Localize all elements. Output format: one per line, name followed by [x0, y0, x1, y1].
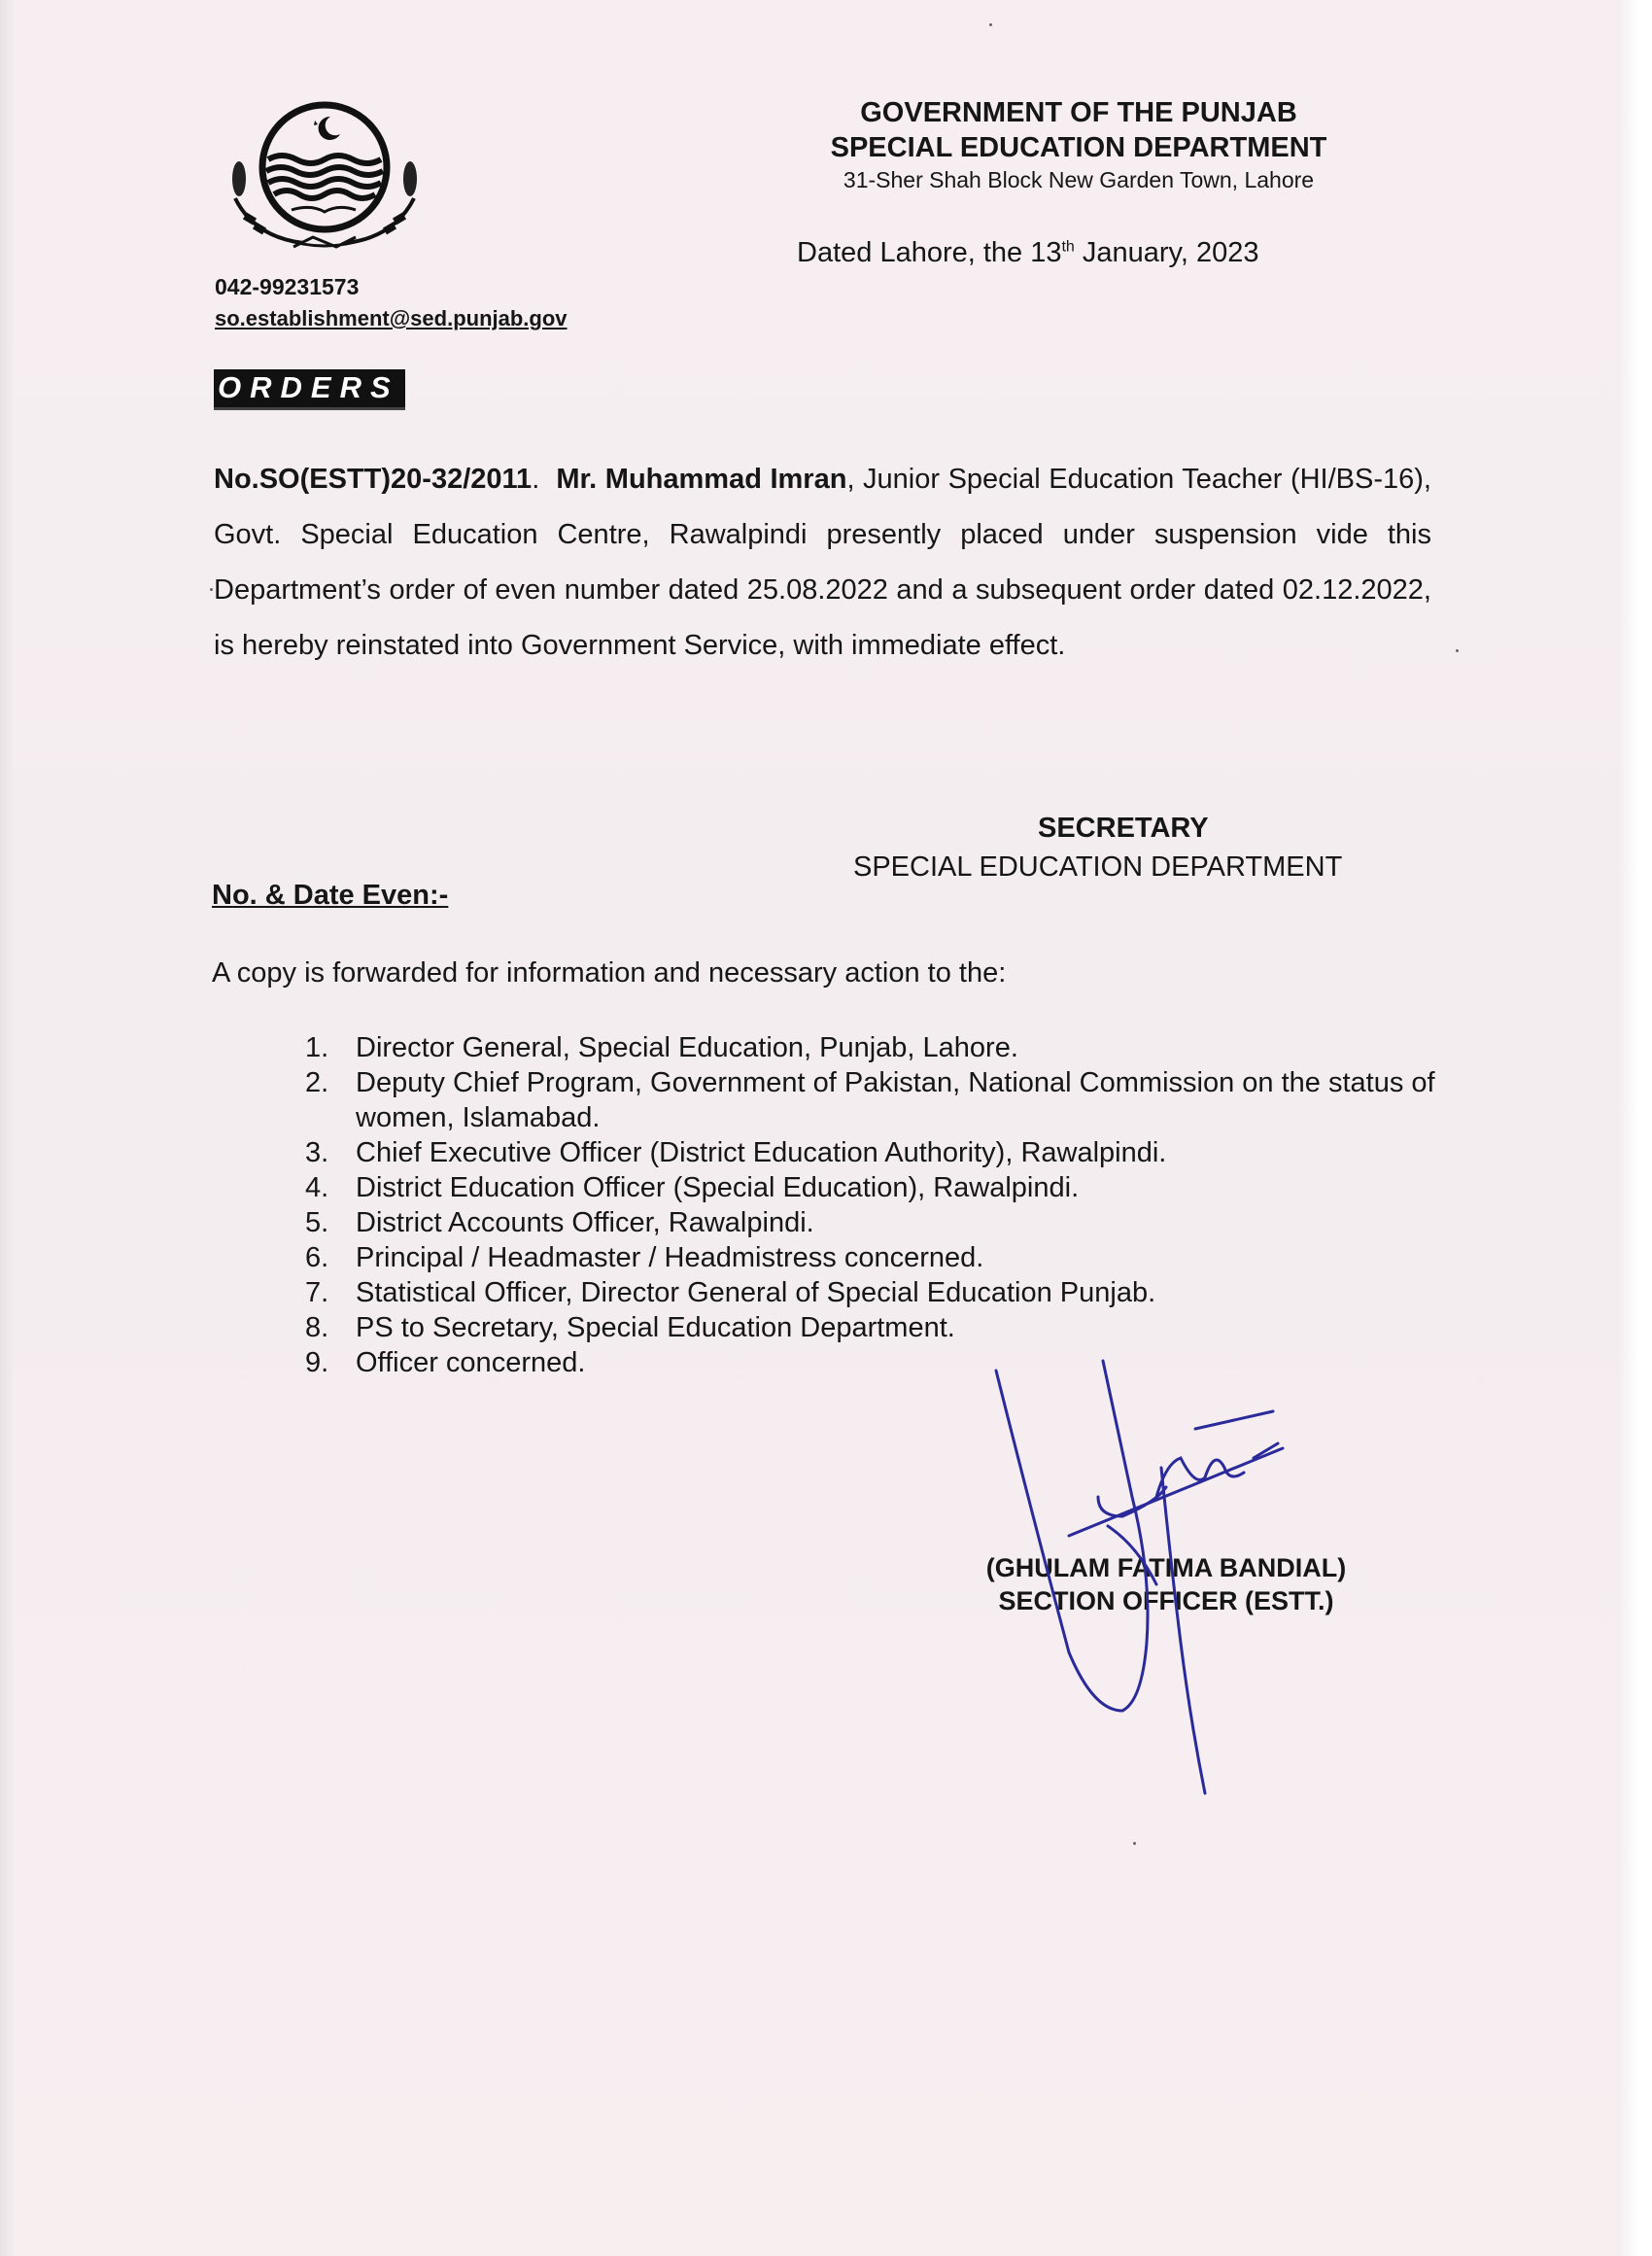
item-number: 7. [305, 1277, 329, 1308]
list-item [301, 1345, 1448, 1380]
list-item [301, 1065, 1448, 1135]
signatory-name: (GHULAM FATIMA BANDIAL) [985, 1553, 1347, 1582]
list-item [301, 1205, 1448, 1240]
item-text: Statistical Officer, Director General of Special Education Punjab. [356, 1277, 1156, 1308]
item-number: 6. [305, 1242, 329, 1273]
scan-speck [1133, 1842, 1136, 1845]
order-number: No.SO(ESTT)20-32/2011 [214, 464, 533, 495]
department-name: SPECIAL EDUCATION DEPARTMENT [830, 132, 1327, 163]
scan-speck [989, 23, 992, 26]
item-number: 9. [305, 1347, 329, 1378]
item-text: Deputy Chief Program, Government of Pakistan, National Commission on the status of women, Islamabad. [356, 1067, 1435, 1133]
issuer-title: SECRETARY [1038, 813, 1209, 844]
scan-speck [210, 588, 213, 591]
signatory-designation: SECTION OFFICER (ESTT.) [998, 1586, 1334, 1615]
item-text: Director General, Special Education, Punjab, Lahore. [356, 1032, 1018, 1063]
scan-right-edge [1617, 0, 1652, 2256]
item-number: 8. [305, 1312, 329, 1343]
person-name: Mr. Muhammad Imran [556, 464, 847, 495]
item-number: 3. [305, 1137, 329, 1168]
list-item [301, 1030, 1448, 1065]
distribution-intro: A copy is forwarded for information and necessary action to the: [212, 957, 1007, 989]
date-rest: January, 2023 [1074, 237, 1259, 268]
signatory-block [913, 1551, 1419, 1617]
list-item [301, 1240, 1448, 1275]
issuer-department: SPECIAL EDUCATION DEPARTMENT [853, 851, 1343, 883]
scan-speck [1456, 649, 1459, 652]
list-item [301, 1275, 1448, 1310]
letterhead-title-block [768, 95, 1390, 194]
item-text: District Education Officer (Special Education), Rawalpindi. [356, 1172, 1080, 1203]
list-item [301, 1135, 1448, 1170]
email-link[interactable]: so.establishment@sed.punjab.gov [215, 306, 568, 330]
item-number: 5. [305, 1207, 329, 1238]
item-text: PS to Secretary, Special Education Department. [356, 1312, 955, 1343]
order-text: , Junior Special Education Teacher (HI/BS-16), Govt. Special Education Centre, Rawalpindi presently placed under suspension vide this Department’s order of even number dated 25.08.2022 and a subsequent order dated 02.12.2022, is hereby reinstated into Government Service, with immediate effect. [214, 464, 1431, 661]
date-ordinal: th [1061, 238, 1075, 256]
scan-left-edge [0, 0, 14, 2256]
item-text: District Accounts Officer, Rawalpindi. [356, 1207, 814, 1238]
item-text: Officer concerned. [356, 1347, 586, 1378]
list-item [301, 1170, 1448, 1205]
list-item [301, 1310, 1448, 1345]
item-number: 2. [305, 1067, 329, 1098]
item-text: Principal / Headmaster / Headmistress concerned. [356, 1242, 984, 1273]
department-address: 31-Sher Shah Block New Garden Town, Lahore [843, 167, 1315, 192]
item-text: Chief Executive Officer (District Education Authority), Rawalpindi. [356, 1137, 1167, 1168]
issue-date [797, 237, 1259, 269]
phone-number: 042-99231573 [215, 274, 360, 299]
distribution-list [301, 1030, 1448, 1380]
item-number: 1. [305, 1032, 329, 1063]
government-name: GOVERNMENT OF THE PUNJAB [860, 97, 1297, 128]
punjab-emblem-icon [225, 101, 424, 257]
distribution-heading: No. & Date Even:- [212, 880, 449, 911]
item-number: 4. [305, 1172, 329, 1203]
date-prefix: Dated Lahore, the 13 [797, 237, 1062, 268]
order-paragraph: No.SO(ESTT)20-32/2011. Mr. Muhammad Imran, Junior Special Education Teacher (HI/BS-16), Govt. Special Education Centre, Rawalpindi presently placed under suspension vide this Department’s order of even number dated 25.08.2022 and a subsequent order dated 02.12.2022, is hereby reinstated into Government Service, with immediate effect. [214, 464, 1431, 661]
orders-heading: ORDERS [214, 369, 405, 410]
